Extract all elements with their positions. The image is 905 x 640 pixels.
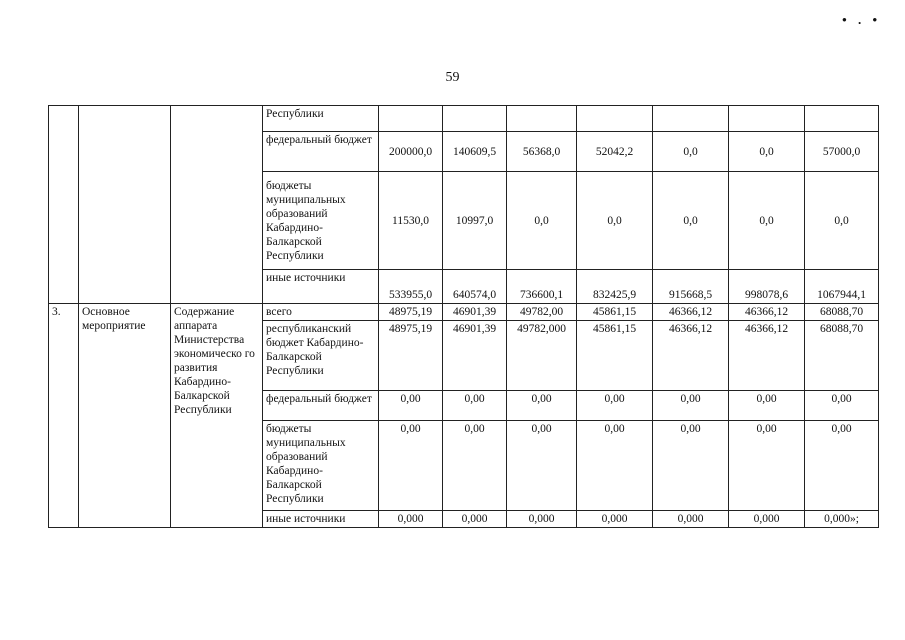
source-cell: иные источники: [263, 270, 379, 304]
value-cell: 49782,00: [507, 304, 577, 321]
value-cell: 68088,70: [805, 304, 879, 321]
value-cell: 0,000»;: [805, 511, 879, 528]
value-cell: 45861,15: [577, 321, 653, 391]
value-cell: 0,000: [729, 511, 805, 528]
table-row: [49, 304, 879, 321]
value-cell: 0,000: [507, 511, 577, 528]
value-cell: 56368,0: [507, 132, 577, 172]
value-cell: 0,00: [443, 421, 507, 511]
value-cell: [577, 106, 653, 132]
type-cell: [79, 106, 171, 304]
value-cell: 0,00: [443, 391, 507, 421]
value-cell: [443, 106, 507, 132]
value-cell: 915668,5: [653, 270, 729, 304]
value-cell: 11530,0: [379, 172, 443, 270]
source-cell: федеральный бюджет: [263, 391, 379, 421]
value-cell: 0,00: [577, 421, 653, 511]
value-cell: 0,00: [729, 421, 805, 511]
value-cell: 68088,70: [805, 321, 879, 391]
value-cell: 0,00: [507, 421, 577, 511]
value-cell: 832425,9: [577, 270, 653, 304]
value-cell: 0,00: [805, 421, 879, 511]
value-cell: 0,0: [729, 172, 805, 270]
value-cell: 46366,12: [729, 304, 805, 321]
value-cell: 0,0: [577, 172, 653, 270]
source-cell: иные источники: [263, 511, 379, 528]
value-cell: [507, 106, 577, 132]
value-cell: 0,00: [577, 391, 653, 421]
value-cell: 45861,15: [577, 304, 653, 321]
value-cell: 46366,12: [653, 304, 729, 321]
page-mark: • . •: [842, 12, 881, 27]
value-cell: 1067944,1: [805, 270, 879, 304]
value-cell: 640574,0: [443, 270, 507, 304]
value-cell: [653, 106, 729, 132]
value-cell: 46366,12: [729, 321, 805, 391]
value-cell: 0,00: [653, 421, 729, 511]
value-cell: 52042,2: [577, 132, 653, 172]
value-cell: 0,00: [653, 391, 729, 421]
value-cell: 736600,1: [507, 270, 577, 304]
value-cell: 0,0: [729, 132, 805, 172]
value-cell: 46901,39: [443, 304, 507, 321]
value-cell: 0,00: [507, 391, 577, 421]
value-cell: 0,00: [379, 391, 443, 421]
value-cell: 10997,0: [443, 172, 507, 270]
value-cell: [805, 106, 879, 132]
value-cell: [379, 106, 443, 132]
value-cell: [729, 106, 805, 132]
value-cell: 48975,19: [379, 321, 443, 391]
source-cell: Республики: [263, 106, 379, 132]
value-cell: 0,00: [729, 391, 805, 421]
source-cell: всего: [263, 304, 379, 321]
value-cell: 0,000: [443, 511, 507, 528]
source-cell: бюджеты муниципальных образований Кабардино-Балкарской Республики: [263, 172, 379, 270]
name-cell: [171, 106, 263, 304]
source-cell: республиканский бюджет Кабардино-Балкарской Республики: [263, 321, 379, 391]
page-number: 59: [445, 70, 460, 85]
item-number: 3.: [49, 304, 79, 528]
value-cell: 49782,000: [507, 321, 577, 391]
budget-table: [48, 105, 879, 528]
value-cell: 0,0: [805, 172, 879, 270]
table-row: [49, 106, 879, 132]
value-cell: 140609,5: [443, 132, 507, 172]
value-cell: 200000,0: [379, 132, 443, 172]
source-cell: федеральный бюджет: [263, 132, 379, 172]
value-cell: 57000,0: [805, 132, 879, 172]
value-cell: 998078,6: [729, 270, 805, 304]
value-cell: 0,0: [653, 132, 729, 172]
value-cell: 0,000: [577, 511, 653, 528]
value-cell: 0,000: [653, 511, 729, 528]
item-type: Основное мероприятие: [79, 304, 171, 528]
value-cell: 0,00: [805, 391, 879, 421]
value-cell: 0,0: [653, 172, 729, 270]
value-cell: 0,0: [507, 172, 577, 270]
number-cell: [49, 106, 79, 304]
item-name: Содержание аппарата Министерства экономическо го развития Кабардино-Балкарской Республики: [171, 304, 263, 528]
value-cell: 533955,0: [379, 270, 443, 304]
value-cell: 46901,39: [443, 321, 507, 391]
value-cell: 48975,19: [379, 304, 443, 321]
value-cell: 46366,12: [653, 321, 729, 391]
value-cell: 0,000: [379, 511, 443, 528]
value-cell: 0,00: [379, 421, 443, 511]
source-cell: бюджеты муниципальных образований Кабардино-Балкарской Республики: [263, 421, 379, 511]
